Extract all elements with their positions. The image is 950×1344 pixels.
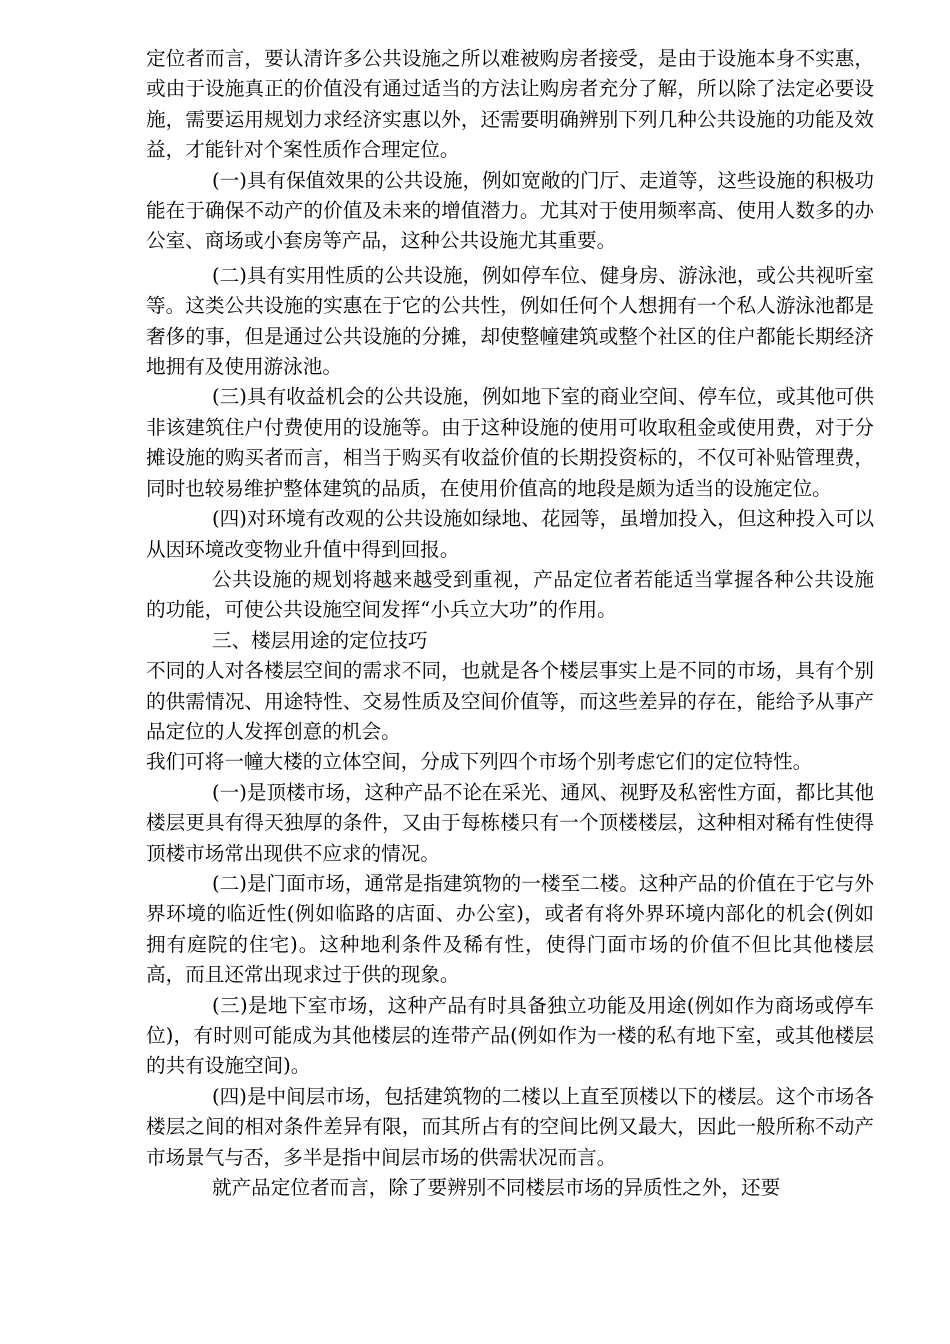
paragraph-12: (四)是中间层市场，包括建筑物的二楼以上直至顶楼以下的楼层。这个市场各楼层之间的相对条件差异有限，而其所占有的空间比例又最大，因此一般所称不动产市场景气与否，多半是指中间层市场的供需状况而言。: [146, 1084, 874, 1169]
paragraph-10: (二)是门面市场，通常是指建筑物的一楼至二楼。这种产品的价值在于它与外界环境的临近性(例如临路的店面、办公室)，或者有将外界环境内部化的机会(例如拥有庭院的住宅)。这种地利条件及稀有性，使得门面市场的价值不但比其他楼层高，而且还常出现求过于供的现象。: [146, 871, 874, 987]
paragraph-6: 公共设施的规划将越来越受到重视，产品定位者若能适当掌握各种公共设施的功能，可使公共设施空间发挥“小兵立大功”的作用。: [146, 567, 874, 622]
paragraph-8: 我们可将一幢大楼的立体空间，分成下列四个市场个别考虑它们的定位特性。: [146, 750, 813, 774]
paragraph-9: (一)是顶楼市场，这种产品不论在采光、通风、视野及私密性方面，都比其他楼层更具有得天独厚的条件，又由于每栋楼只有一个顶楼楼层，这种相对稀有性使得顶楼市场常出现供不应求的情况。: [146, 780, 874, 865]
section-heading: 三、楼层用途的定位技巧: [212, 628, 428, 652]
paragraph-13: 就产品定位者而言，除了要辨别不同楼层市场的异质性之外，还要: [212, 1176, 781, 1200]
paragraph-7: 不同的人对各楼层空间的需求不同，也就是各个楼层事实上是不同的市场，具有个别的供需情况、用途特性、交易性质及空间价值等，而这些差异的存在，能给予从事产品定位的人发挥创意的机会。: [146, 659, 874, 743]
paragraph-2: (一)具有保值效果的公共设施，例如宽敞的门厅、走道等，这些设施的积极功能在于确保不动产的价值及未来的增值潜力。尤其对于使用频率高、使用人数多的办公室、商场或小套房等产品，这种公共设施尤其重要。: [146, 168, 874, 253]
paragraph-11: (三)是地下室市场，这种产品有时具备独立功能及用途(例如作为商场或停车位)，有时则可能成为其他楼层的连带产品(例如作为一楼的私有地下室，或其他楼层的共有设施空间)。: [146, 993, 874, 1078]
paragraph-3: (二)具有实用性质的公共设施，例如停车位、健身房、游泳池，或公共视听室等。这类公共设施的实惠在于它的公共性，例如任何个人想拥有一个私人游泳池都是奢侈的事，但是通过公共设施的分摊，却使整幢建筑或整个社区的住户都能长期经济地拥有及使用游泳池。: [146, 263, 874, 379]
paragraph-4: (三)具有收益机会的公共设施，例如地下室的商业空间、停车位，或其他可供非该建筑住户付费使用的设施等。由于这种设施的使用可收取租金或使用费，对于分摊设施的购买者而言，相当于购买有收益价值的长期投资标的，不仅可补贴管理费，同时也较易维护整体建筑的品质，在使用价值高的地段是颇为适当的设施定位。: [146, 385, 874, 500]
paragraph-1: 定位者而言，要认清许多公共设施之所以难被购房者接受，是由于设施本身不实惠，或由于设施真正的价值没有通过适当的方法让购房者充分了解，所以除了法定必要设施，需要运用规划力求经济实惠以外，还需要明确辨别下列几种公共设施的功能及效益，才能针对个案性质作合理定位。: [146, 47, 874, 162]
paragraph-5: (四)对环境有改观的公共设施如绿地、花园等，虽增加投入，但这种投入可以从因环境改变物业升值中得到回报。: [146, 507, 874, 561]
document-page: [146, 44, 874, 1203]
